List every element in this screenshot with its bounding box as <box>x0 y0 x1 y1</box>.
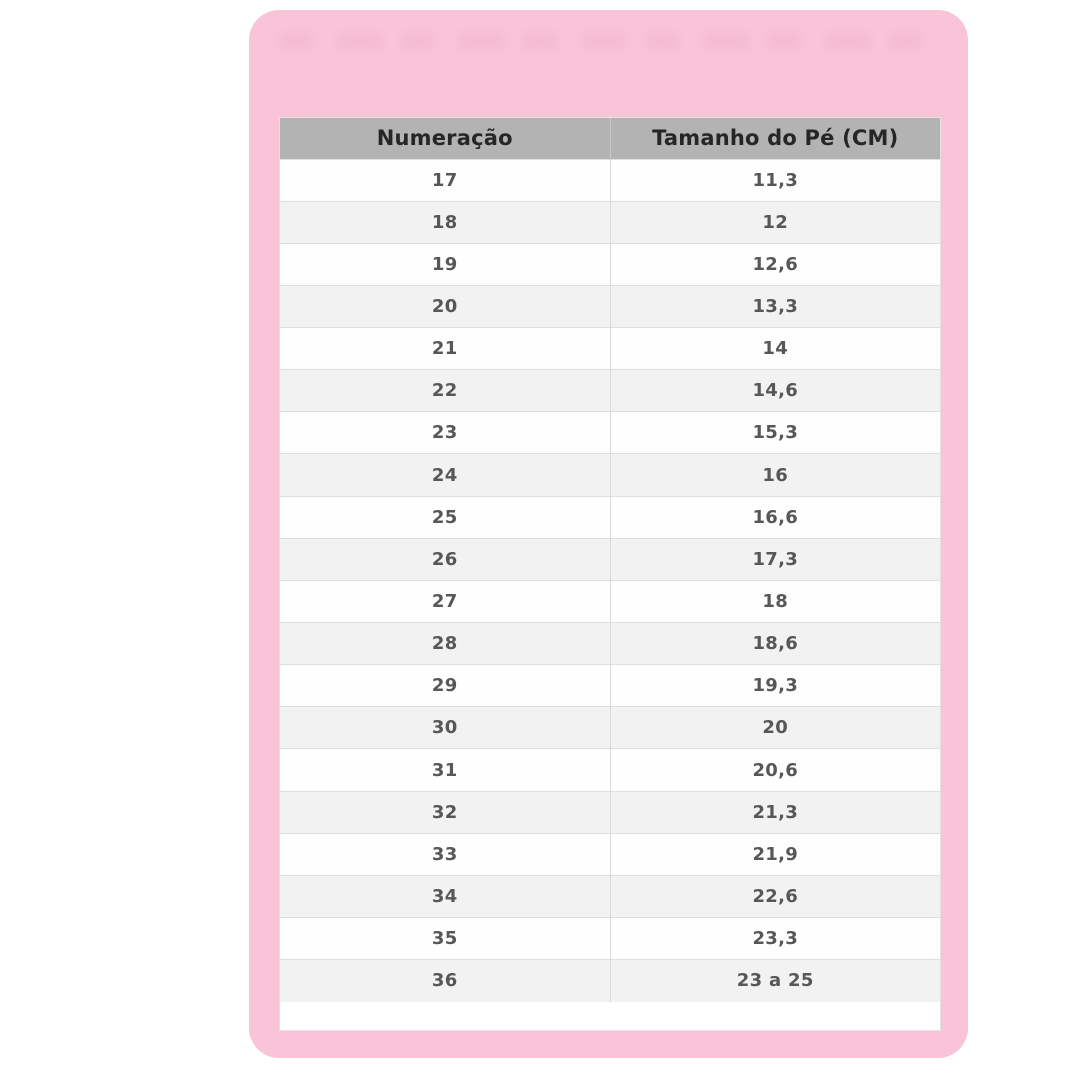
table-row <box>280 791 940 833</box>
tamanho-pe-cell: 11,3 <box>610 159 940 201</box>
tamanho-pe-cell: 14 <box>610 328 940 370</box>
table-row <box>280 454 940 496</box>
card-top-pattern <box>279 32 938 50</box>
tamanho-pe-cell: 23 a 25 <box>610 960 940 1002</box>
numeracao-cell: 34 <box>280 875 610 917</box>
table-row <box>280 665 940 707</box>
table-row <box>280 833 940 875</box>
size-chart-table <box>280 118 940 1002</box>
column-header-tamanho-pe: Tamanho do Pé (CM) <box>610 118 940 159</box>
table-row <box>280 370 940 412</box>
table-row <box>280 159 940 201</box>
table-row <box>280 243 940 285</box>
numeracao-cell: 22 <box>280 370 610 412</box>
numeracao-cell: 25 <box>280 496 610 538</box>
pink-card <box>249 10 968 1058</box>
numeracao-cell: 21 <box>280 328 610 370</box>
numeracao-cell: 19 <box>280 243 610 285</box>
tamanho-pe-cell: 18,6 <box>610 623 940 665</box>
tamanho-pe-cell: 22,6 <box>610 875 940 917</box>
numeracao-cell: 26 <box>280 538 610 580</box>
table-row <box>280 623 940 665</box>
table-row <box>280 496 940 538</box>
numeracao-cell: 32 <box>280 791 610 833</box>
column-header-numeracao: Numeração <box>280 118 610 159</box>
numeracao-cell: 24 <box>280 454 610 496</box>
table-row <box>280 412 940 454</box>
numeracao-cell: 29 <box>280 665 610 707</box>
table-row <box>280 875 940 917</box>
tamanho-pe-cell: 17,3 <box>610 538 940 580</box>
tamanho-pe-cell: 16,6 <box>610 496 940 538</box>
tamanho-pe-cell: 19,3 <box>610 665 940 707</box>
numeracao-cell: 33 <box>280 833 610 875</box>
numeracao-cell: 35 <box>280 918 610 960</box>
table-row <box>280 285 940 327</box>
tamanho-pe-cell: 21,9 <box>610 833 940 875</box>
numeracao-cell: 30 <box>280 707 610 749</box>
table-row <box>280 707 940 749</box>
tamanho-pe-cell: 23,3 <box>610 918 940 960</box>
tamanho-pe-cell: 16 <box>610 454 940 496</box>
numeracao-cell: 23 <box>280 412 610 454</box>
tamanho-pe-cell: 13,3 <box>610 285 940 327</box>
numeracao-cell: 20 <box>280 285 610 327</box>
table-header-row <box>280 118 940 159</box>
tamanho-pe-cell: 12,6 <box>610 243 940 285</box>
table-body <box>280 159 940 1002</box>
numeracao-cell: 17 <box>280 159 610 201</box>
numeracao-cell: 31 <box>280 749 610 791</box>
numeracao-cell: 18 <box>280 201 610 243</box>
table-row <box>280 201 940 243</box>
table-row <box>280 580 940 622</box>
tamanho-pe-cell: 14,6 <box>610 370 940 412</box>
table-row <box>280 918 940 960</box>
table-row <box>280 749 940 791</box>
tamanho-pe-cell: 21,3 <box>610 791 940 833</box>
numeracao-cell: 36 <box>280 960 610 1002</box>
size-chart-panel <box>279 117 941 1031</box>
numeracao-cell: 27 <box>280 580 610 622</box>
tamanho-pe-cell: 20,6 <box>610 749 940 791</box>
table-row <box>280 328 940 370</box>
tamanho-pe-cell: 15,3 <box>610 412 940 454</box>
tamanho-pe-cell: 20 <box>610 707 940 749</box>
numeracao-cell: 28 <box>280 623 610 665</box>
tamanho-pe-cell: 18 <box>610 580 940 622</box>
tamanho-pe-cell: 12 <box>610 201 940 243</box>
table-row <box>280 538 940 580</box>
table-row <box>280 960 940 1002</box>
